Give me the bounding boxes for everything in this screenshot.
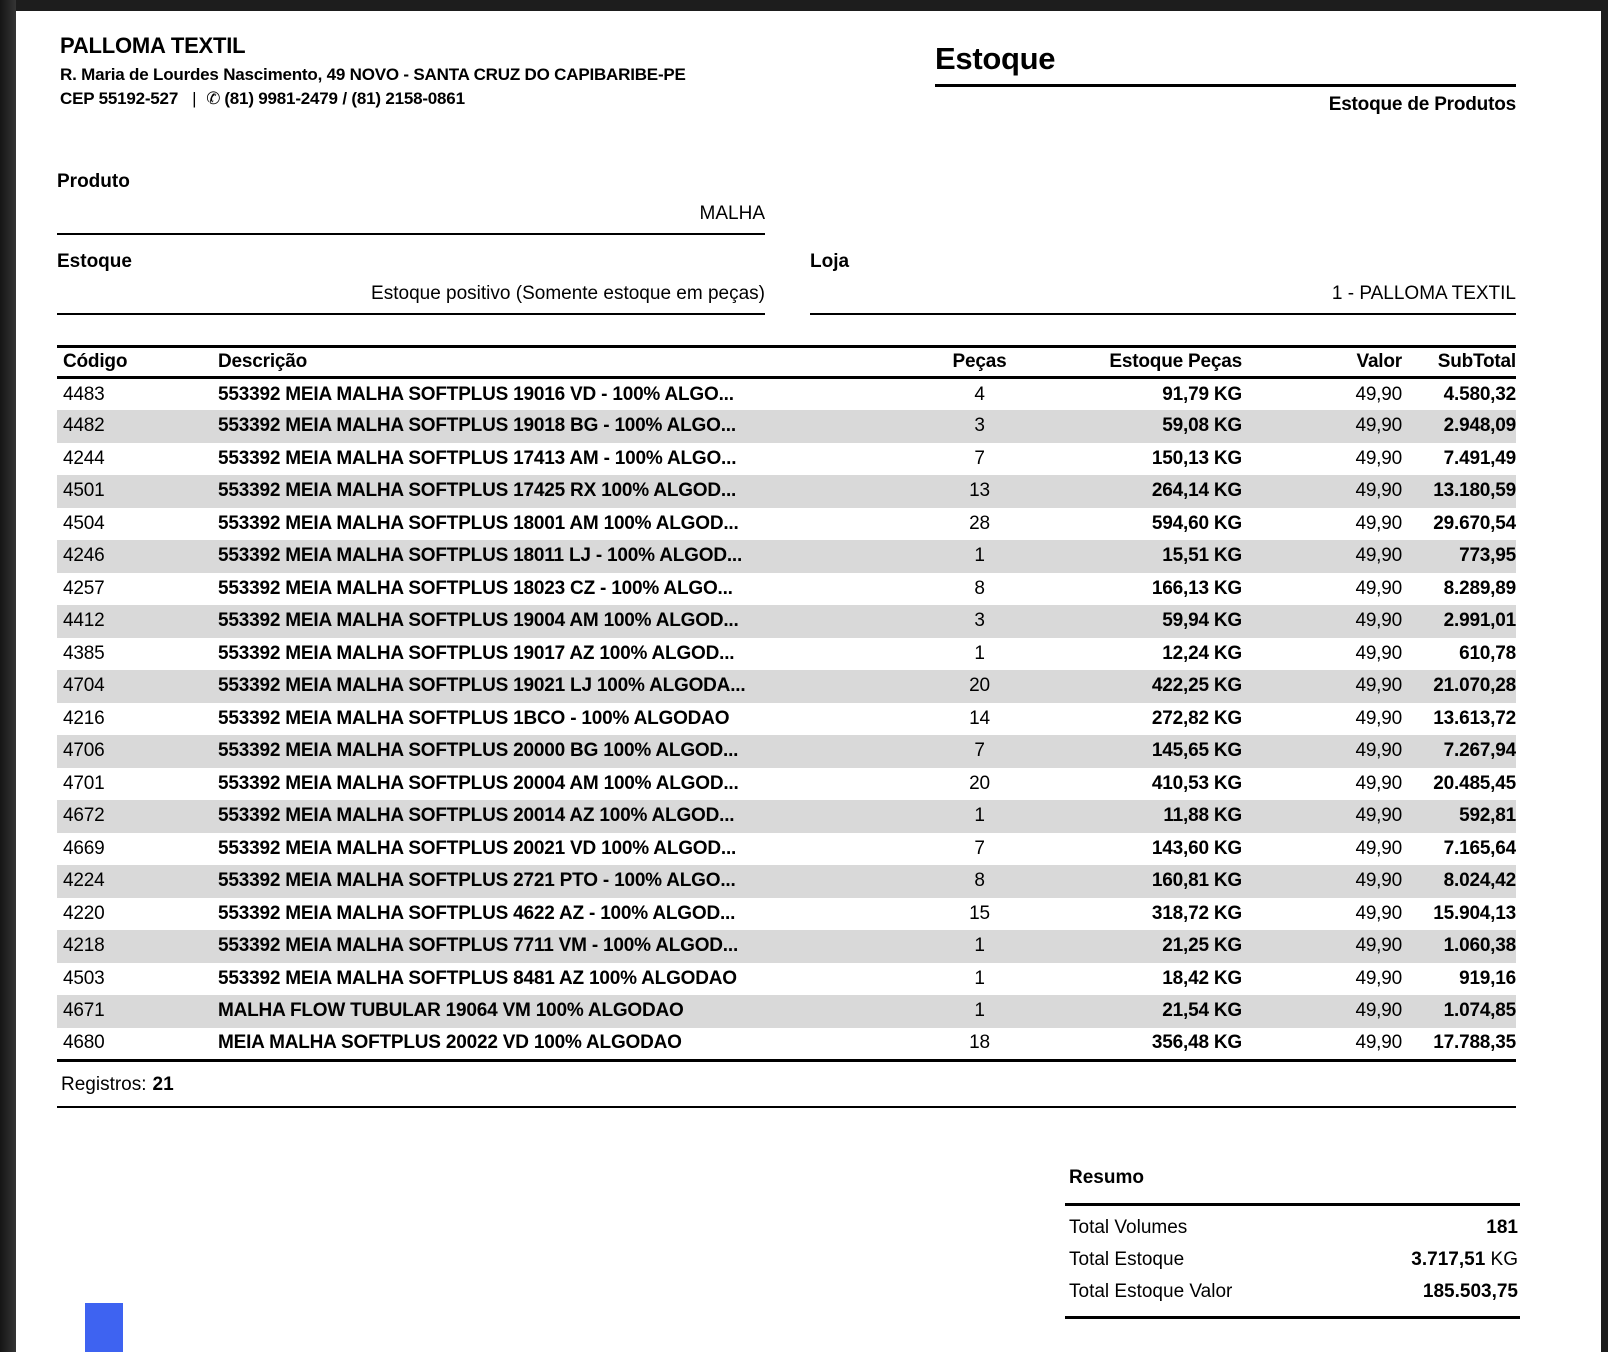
cell-descricao: 553392 MEIA MALHA SOFTPLUS 2721 PTO - 100% ALGO... [218,870,736,892]
cell-codigo: 4412 [63,610,105,632]
stock-table-body [57,378,1516,1061]
cell-subtotal: 2.948,09 [1443,415,1516,437]
cell-subtotal: 13.180,59 [1433,480,1516,502]
cell-valor: 49,90 [1355,805,1402,827]
cell-subtotal: 7.267,94 [1443,740,1516,762]
cell-subtotal: 773,95 [1459,545,1516,567]
cell-pecas: 7 [974,837,985,859]
cell-valor: 49,90 [1355,447,1402,469]
filter-estoque [57,251,765,315]
cell-valor: 49,90 [1355,837,1402,859]
cell-estoque-pecas: 272,82 KG [1151,707,1242,729]
cell-subtotal: 7.491,49 [1443,447,1516,469]
cell-subtotal: 610,78 [1459,642,1516,664]
cell-valor: 49,90 [1355,902,1402,924]
phone-icon: ✆ [206,89,221,108]
table-row [57,475,1516,508]
cell-descricao: 553392 MEIA MALHA SOFTPLUS 17425 RX 100% ALGOD... [218,480,737,502]
cell-estoque-pecas: 594,60 KG [1151,512,1242,534]
cell-subtotal: 21.070,28 [1433,675,1516,697]
cell-subtotal: 17.788,35 [1433,1032,1516,1053]
cell-descricao: 553392 MEIA MALHA SOFTPLUS 18023 CZ - 100% ALGO... [218,577,733,599]
cell-pecas: 1 [974,935,985,957]
table-row [57,1028,1516,1061]
cell-subtotal: 7.165,64 [1443,837,1516,859]
cell-codigo: 4501 [63,480,105,502]
cell-codigo: 4672 [63,805,105,827]
cell-pecas: 4 [974,383,985,405]
cell-codigo: 4701 [63,772,105,794]
cell-valor: 49,90 [1355,577,1402,599]
cell-descricao: 553392 MEIA MALHA SOFTPLUS 20014 AZ 100% ALGOD... [218,805,735,827]
cell-codigo: 4504 [63,512,105,534]
cell-codigo: 4244 [63,447,105,469]
cell-valor: 49,90 [1355,707,1402,729]
cell-estoque-pecas: 91,79 KG [1162,383,1242,405]
separator: | [192,89,197,108]
table-row [57,768,1516,801]
cell-valor: 49,90 [1355,545,1402,567]
cell-subtotal: 15.904,13 [1433,902,1516,924]
cell-descricao: 553392 MEIA MALHA SOFTPLUS 8481 AZ 100% ALGODAO [218,967,737,989]
cell-descricao: 553392 MEIA MALHA SOFTPLUS 19017 AZ 100% ALGOD... [218,642,735,664]
resumo-row-value: 3.717,51 KG [1411,1249,1518,1270]
col-header-codigo: Código [57,347,218,378]
cell-subtotal: 29.670,54 [1433,512,1516,534]
table-header-row [57,347,1516,378]
cell-pecas: 3 [974,415,985,437]
cell-subtotal: 1.060,38 [1443,935,1516,957]
cell-pecas: 20 [969,675,990,697]
resumo-row-value: 185.503,75 [1422,1281,1518,1302]
cell-pecas: 13 [969,480,990,502]
company-contact-line [60,87,686,111]
cell-estoque-pecas: 143,60 KG [1151,837,1242,859]
resumo-section [1065,1167,1520,1319]
cell-codigo: 4385 [63,642,105,664]
cell-descricao: MALHA FLOW TUBULAR 19064 VM 100% ALGODAO [218,1000,684,1022]
filter-loja [810,251,1516,315]
resumo-row-label: Total Estoque [1069,1249,1185,1270]
col-header-valor: Valor [1242,347,1402,378]
table-row [57,508,1516,541]
cell-estoque-pecas: 422,25 KG [1151,675,1242,697]
viewer-top-border [0,0,1608,11]
table-row [57,443,1516,476]
viewer-left-border [0,0,16,1352]
cell-codigo: 4220 [63,902,105,924]
cell-estoque-pecas: 18,42 KG [1162,967,1242,989]
cell-pecas: 28 [969,512,990,534]
cell-codigo: 4671 [63,1000,105,1022]
cell-codigo: 4706 [63,740,105,762]
resumo-row [1065,1212,1520,1244]
cell-pecas: 1 [974,967,985,989]
table-row [57,540,1516,573]
cell-pecas: 18 [969,1032,990,1053]
table-row [57,378,1516,411]
cell-descricao: 553392 MEIA MALHA SOFTPLUS 7711 VM - 100% ALGOD... [218,935,739,957]
cell-estoque-pecas: 150,13 KG [1151,447,1242,469]
table-row [57,833,1516,866]
resumo-row-label: Total Estoque Valor [1069,1281,1233,1302]
cell-descricao: 553392 MEIA MALHA SOFTPLUS 17413 AM - 100% ALGO... [218,447,737,469]
cell-descricao: 553392 MEIA MALHA SOFTPLUS 20000 BG 100% ALGOD... [218,740,739,762]
cell-codigo: 4257 [63,577,105,599]
table-row [57,638,1516,671]
cell-descricao: 553392 MEIA MALHA SOFTPLUS 19021 LJ 100% ALGODA... [218,675,746,697]
cell-subtotal: 1.074,85 [1443,1000,1516,1022]
cell-valor: 49,90 [1355,870,1402,892]
cell-valor: 49,90 [1355,642,1402,664]
cell-valor: 49,90 [1355,512,1402,534]
company-name: PALLOMA TEXTIL [60,33,246,58]
cell-pecas: 20 [969,772,990,794]
cell-descricao: 553392 MEIA MALHA SOFTPLUS 19018 BG - 100% ALGO... [218,415,736,437]
cell-subtotal: 20.485,45 [1433,772,1516,794]
col-header-estoque-pecas: Estoque Peças [1027,347,1242,378]
cell-valor: 49,90 [1355,480,1402,502]
cell-valor: 49,90 [1355,675,1402,697]
company-address: R. Maria de Lourdes Nascimento, 49 NOVO - SANTA CRUZ DO CAPIBARIBE-PE [60,65,686,84]
cell-codigo: 4669 [63,837,105,859]
report-header [935,42,1516,116]
cell-estoque-pecas: 356,48 KG [1151,1032,1242,1053]
viewer-right-border [1601,0,1608,1352]
cell-valor: 49,90 [1355,383,1402,405]
table-row [57,573,1516,606]
produto-value: MALHA [57,203,765,235]
table-row [57,605,1516,638]
cell-pecas: 8 [974,577,985,599]
cell-codigo: 4224 [63,870,105,892]
cell-valor: 49,90 [1355,415,1402,437]
filter-produto [57,171,765,235]
report-page [16,11,1601,1352]
registros-label: Registros: [61,1074,147,1095]
cell-codigo: 4246 [63,545,105,567]
cell-codigo: 4503 [63,967,105,989]
resumo-row [1065,1244,1520,1276]
cell-descricao: 553392 MEIA MALHA SOFTPLUS 1BCO - 100% ALGODAO [218,707,730,729]
cell-codigo: 4218 [63,935,105,957]
cell-codigo: 4680 [63,1032,105,1053]
col-header-descricao: Descrição [218,347,932,378]
cell-valor: 49,90 [1355,740,1402,762]
cell-estoque-pecas: 59,94 KG [1162,610,1242,632]
cell-descricao: MEIA MALHA SOFTPLUS 20022 VD 100% ALGODAO [218,1032,682,1053]
cell-subtotal: 8.024,42 [1443,870,1516,892]
cell-descricao: 553392 MEIA MALHA SOFTPLUS 19004 AM 100% ALGOD... [218,610,739,632]
resumo-title: Resumo [1069,1167,1144,1188]
cell-estoque-pecas: 11,88 KG [1163,805,1242,827]
cell-estoque-pecas: 12,24 KG [1162,642,1242,664]
cell-valor: 49,90 [1355,610,1402,632]
resumo-body [1065,1203,1520,1319]
cell-valor: 49,90 [1355,935,1402,957]
cell-estoque-pecas: 264,14 KG [1151,480,1242,502]
cell-descricao: 553392 MEIA MALHA SOFTPLUS 20004 AM 100% ALGOD... [218,772,739,794]
cell-codigo: 4704 [63,675,105,697]
cell-pecas: 1 [974,1000,985,1022]
cell-estoque-pecas: 21,54 KG [1162,1000,1242,1022]
cell-pecas: 1 [974,642,985,664]
table-row [57,670,1516,703]
table-row [57,963,1516,996]
table-row [57,410,1516,443]
table-row [57,995,1516,1028]
company-phones: (81) 9981-2479 / (81) 2158-0861 [224,89,465,108]
table-row [57,930,1516,963]
produto-label: Produto [57,171,130,192]
cell-estoque-pecas: 145,65 KG [1151,740,1242,762]
cell-subtotal: 919,16 [1459,967,1516,989]
loja-value: 1 - PALLOMA TEXTIL [810,283,1516,315]
cell-pecas: 15 [969,902,990,924]
cell-estoque-pecas: 160,81 KG [1151,870,1242,892]
cell-pecas: 8 [974,870,985,892]
table-row [57,865,1516,898]
registros-count: 21 [152,1074,174,1095]
cell-descricao: 553392 MEIA MALHA SOFTPLUS 18001 AM 100% ALGOD... [218,512,739,534]
table-row [57,703,1516,736]
cell-descricao: 553392 MEIA MALHA SOFTPLUS 19016 VD - 100% ALGO... [218,383,734,405]
registros-line [57,1065,1516,1108]
cell-subtotal: 592,81 [1459,805,1516,827]
cell-valor: 49,90 [1355,772,1402,794]
cell-valor: 49,90 [1355,1032,1402,1053]
cell-estoque-pecas: 21,25 KG [1162,935,1242,957]
table-row [57,735,1516,768]
resumo-row-label: Total Volumes [1069,1217,1188,1238]
report-subtitle: Estoque de Produtos [1328,94,1516,115]
resumo-row [1065,1276,1520,1308]
col-header-subtotal: SubTotal [1402,347,1516,378]
cell-pecas: 1 [974,545,985,567]
company-header [60,33,686,111]
company-cep: CEP 55192-527 [60,89,179,108]
cell-codigo: 4482 [63,415,105,437]
stock-table [57,345,1516,1062]
cell-subtotal: 13.613,72 [1433,707,1516,729]
estoque-label: Estoque [57,251,132,272]
resumo-row-value: 181 [1486,1217,1518,1238]
cell-pecas: 14 [969,707,990,729]
cell-pecas: 3 [974,610,985,632]
cell-valor: 49,90 [1355,967,1402,989]
table-row [57,800,1516,833]
cell-estoque-pecas: 318,72 KG [1151,902,1242,924]
cell-descricao: 553392 MEIA MALHA SOFTPLUS 4622 AZ - 100% ALGOD... [218,902,736,924]
table-row [57,898,1516,931]
cell-descricao: 553392 MEIA MALHA SOFTPLUS 18011 LJ - 100% ALGOD... [218,545,743,567]
col-header-pecas: Peças [932,347,1027,378]
cell-descricao: 553392 MEIA MALHA SOFTPLUS 20021 VD 100% ALGOD... [218,837,737,859]
estoque-value: Estoque positivo (Somente estoque em peças) [57,283,765,315]
cell-valor: 49,90 [1355,1000,1402,1022]
cell-pecas: 1 [974,805,985,827]
cell-estoque-pecas: 410,53 KG [1151,772,1242,794]
cell-subtotal: 8.289,89 [1443,577,1516,599]
cell-subtotal: 4.580,32 [1443,383,1516,405]
report-title: Estoque [935,42,1516,87]
cell-estoque-pecas: 15,51 KG [1162,545,1242,567]
cell-estoque-pecas: 166,13 KG [1151,577,1242,599]
cell-pecas: 7 [974,740,985,762]
cell-subtotal: 2.991,01 [1443,610,1516,632]
cell-pecas: 7 [974,447,985,469]
cell-codigo: 4483 [63,383,105,405]
blue-marker [85,1303,123,1352]
loja-label: Loja [810,251,850,272]
cell-codigo: 4216 [63,707,105,729]
cell-estoque-pecas: 59,08 KG [1162,415,1242,437]
